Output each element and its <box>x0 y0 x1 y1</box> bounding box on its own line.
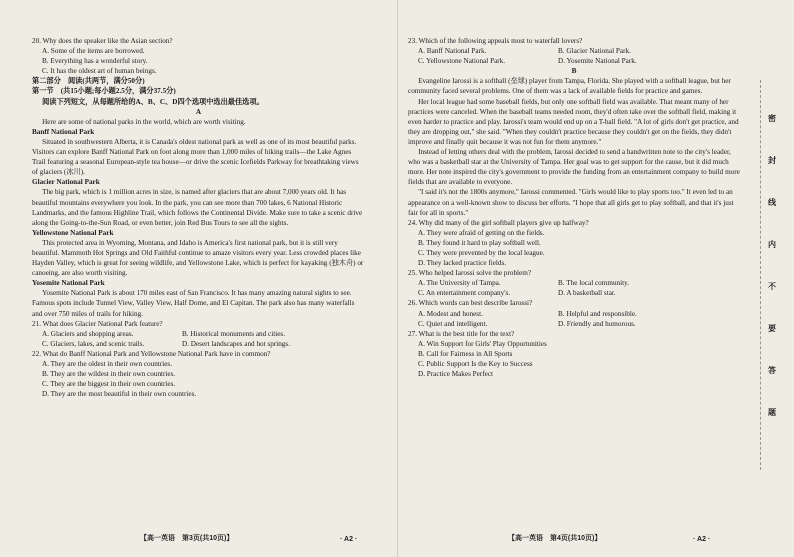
q23-option-a: A. Banff National Park. <box>418 47 487 56</box>
q21-option-a: A. Glaciers and shopping areas. <box>42 329 134 338</box>
binding-char: 不 <box>767 282 777 290</box>
q27-option-a: A. Win Support for Girls' Play Opportunities <box>418 339 547 348</box>
part2-heading: 第二部分 阅读(共两节，满分50分) <box>32 77 145 86</box>
banff-text: Situated in southwestern Alberta, it is Canada's oldest national park as well as one of its most beautiful parks. Visitors can explore Banff National Park on foot along more than 1,000 miles of hiking trails—the Lake Agnes Trail featuring a seasonal European-style tea house—or drive the scenic Icefields Parkway for breathtaking views of glaciers (冰川). <box>32 137 359 177</box>
binding-char: 要 <box>767 324 777 332</box>
q26-options-row2 <box>408 319 740 329</box>
q23-option-b: B. Glacier National Park. <box>558 47 631 56</box>
right-page-code: · A2 · <box>693 536 711 543</box>
q21-stem: 21. What does Glacier National Park feature? <box>32 319 163 328</box>
q24-option-a: A. They were afraid of getting on the fields. <box>418 228 545 237</box>
left-footer: 【高一英语 第3页(共10页)】 <box>140 535 234 542</box>
q24-option-b: B. They found it hard to play softball well. <box>418 238 541 247</box>
glacier-text: The big park, which is 1 million acres in size, is named after glaciers that are about 7,000 years old. It has beautiful mountains everywhere you look. In the park, you can see more than 700 lakes, 6 National Historic Landmarks, and the famous Highline Trail, which follows the Continental Divide. Make sure to take a scenic drive along the Going-to-the-Sun Road, or even better, join Red Bus Tours to see all the sights. <box>32 188 363 227</box>
glacier-title: Glacier National Park <box>32 178 100 187</box>
q22-option-d: D. They are the most beautiful in their own countries. <box>42 390 197 399</box>
binding-char: 密 <box>767 114 777 122</box>
q23-option-c: C. Yellowstone National Park. <box>418 57 506 66</box>
q25-option-d: D. A basketball star. <box>558 289 616 298</box>
passage-a-label: A <box>195 107 202 116</box>
yosemite-text: Yosemite National Park is about 170 miles east of San Francisco. It has many amazing natural sights to see. Famous spots include Tunnel View, Valley View, Half Dome, and El Capitan. The park also has many waterfalls and over 750 miles of trails for hiking. <box>32 289 355 318</box>
q21-option-b: B. Historical monuments and cities. <box>182 329 286 338</box>
q20-option-a: A. Some of the items are borrowed. <box>42 47 145 56</box>
q22-option-a: A. They are the oldest in their own countries. <box>42 360 173 368</box>
q21-option-c: C. Glaciers, lakes, and scenic trails. <box>42 339 145 348</box>
binding-char: 答 <box>767 366 777 374</box>
q20-option-b: B. Everything has a wonderful story. <box>42 57 148 66</box>
binding-margin-notice <box>760 80 777 470</box>
q20-stem: 20. Why does the speaker like the Asian section? <box>32 37 173 45</box>
q25-option-b: B. The local community. <box>558 279 630 288</box>
yosemite-title: Yosemite National Park <box>32 279 105 288</box>
q27-option-d: D. Practice Makes Perfect <box>418 370 494 379</box>
yellowstone-title: Yellowstone National Park <box>32 228 114 237</box>
reading-instructions: 阅读下列短文，从每题所给的A、B、C、D四个选项中选出最佳选项。 <box>42 97 264 106</box>
right-page <box>397 0 794 557</box>
q22-stem: 22. What do Banff National Park and Yellowstone National Park have in common? <box>32 349 271 358</box>
q23-options-row2 <box>408 56 740 66</box>
q26-stem: 26. Which words can best describe Iarossi? <box>408 299 533 308</box>
q25-option-a: A. The University of Tampa. <box>418 279 501 288</box>
binding-char: 线 <box>767 198 777 206</box>
q26-option-c: C. Quiet and intelligent. <box>418 319 488 328</box>
binding-char: 内 <box>767 240 777 248</box>
banff-title: Banff National Park <box>32 127 95 136</box>
q24-stem: 24. Why did many of the girl softball players give up halfway? <box>408 218 589 227</box>
q27-option-b: B. Call for Fairness in All Sports <box>418 349 513 358</box>
yellowstone-text: This protected area in Wyoming, Montana, and Idaho is America's first national park, but it is still very beautiful. Mammoth Hot Springs and Old Faithful continue to amaze visitors every year. Less crowded places like Hayden Valley, which is great for seeing wildlife, and Yellowstone Lake, which is perfect for kayaking (独木舟) or canoeing, are also worth visiting. <box>32 238 364 278</box>
q21-options-row1 <box>32 329 365 339</box>
q20-option-c: C. It has the oldest art of human beings. <box>42 67 157 76</box>
q23-option-d: D. Yosemite National Park. <box>558 57 637 66</box>
section1-heading: 第一节 (共15小题;每小题2.5分，满分37.5分) <box>32 87 176 96</box>
q22-option-b: B. They are the wildest in their own countries. <box>42 370 176 379</box>
q26-options-row1 <box>408 309 740 319</box>
q23-stem: 23. Which of the following appeals most to waterfall lovers? <box>408 37 583 45</box>
q26-option-d: D. Friendly and humorous. <box>558 319 636 328</box>
q22-option-c: C. They are the biggest in their own countries. <box>42 380 176 389</box>
q21-option-d: D. Desert landscapes and hot springs. <box>182 339 290 348</box>
q21-options-row2 <box>32 339 365 349</box>
q23-options-row1 <box>408 46 740 56</box>
q25-options-row1 <box>408 278 740 288</box>
q25-stem: 25. Who helped Iarossi solve the problem? <box>408 269 532 278</box>
q27-stem: 27. What is the best title for the text? <box>408 329 515 338</box>
q25-option-c: C. An entertainment company's. <box>418 289 511 298</box>
binding-char: 题 <box>767 408 777 416</box>
q26-option-b: B. Helpful and responsible. <box>558 309 637 318</box>
q24-option-d: D. They lacked practice fields. <box>418 259 507 268</box>
q24-option-c: C. They were prevented by the local league. <box>418 248 545 257</box>
passage-b-para3: Instead of letting others deal with the problem, Iarossi decided to send a handwritten note to the city's leader, who was a basketball star at the University of Tampa. Her goal was to get support for the cause, but it did much more. Her note inspired the city's government to provide the funding from an entertainment company to build more fields that are available to everyone. <box>408 148 740 187</box>
binding-char: 封 <box>767 156 777 164</box>
passage-a-intro: Here are some of national parks in the world, which are worth visiting. <box>42 117 246 126</box>
passage-b-para2: Her local league had some baseball fields, but only one softball field was available. That meant many of her practices were canceled. When the baseball teams needed room, they'd often take over the softball field, making it even harder to practice and play. Iarossi's team would end up on a T-ball field. "A lot of girls don't get practice, and they are dropping out," she said. "When they couldn't practice because they couldn't get on the fields, they didn't improve and finally quit because it was not fun for them anymore." <box>408 97 739 146</box>
left-column <box>32 36 365 399</box>
q27-option-c: C. Public Support Is the Key to Success <box>418 360 533 368</box>
passage-b-para4: "I said it's not the 1800s anymore," Iarossi commented. "Girls would like to play sports too." It even led to an appearance on a well-known show to discuss her efforts. "I hope that all girls get to play softball, and that it's just fair for all in sports." <box>408 188 734 217</box>
q25-options-row2 <box>408 288 740 298</box>
passage-b-para1: Evangeline Iarossi is a softball (垒球) player from Tampa, Florida. She played with a softball league, but her community faced several problems. One of them was a lack of available fields for practice and games. <box>408 77 731 96</box>
q26-option-a: A. Modest and honest. <box>418 309 483 318</box>
right-footer: 【高一英语 第4页(共10页)】 <box>508 535 602 542</box>
passage-b-label: B <box>571 67 577 76</box>
right-column <box>408 36 740 379</box>
left-page-code: · A2 · <box>340 536 358 543</box>
